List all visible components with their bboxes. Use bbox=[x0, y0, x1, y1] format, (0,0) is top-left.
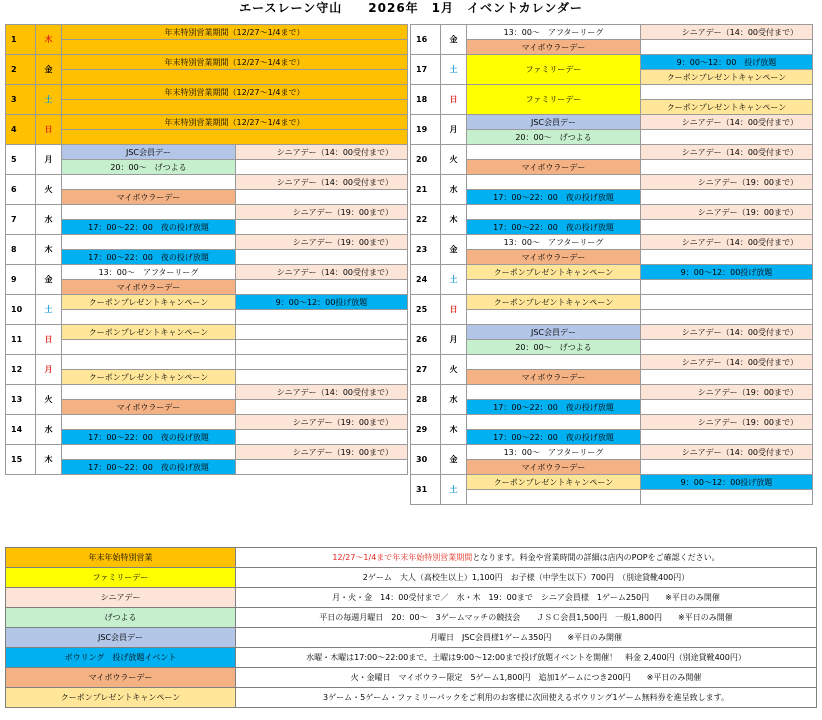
calendar-row bbox=[411, 280, 813, 295]
event-cell: 年末特別営業期間（12/27～1/4まで） bbox=[62, 85, 408, 100]
day-of-week: 月 bbox=[36, 355, 62, 385]
legend-name: JSC会員デー bbox=[6, 628, 236, 648]
empty-cell bbox=[62, 70, 408, 85]
day-of-week: 月 bbox=[441, 325, 467, 355]
day-of-week: 木 bbox=[441, 205, 467, 235]
day-of-week: 月 bbox=[441, 115, 467, 145]
empty-cell bbox=[467, 145, 641, 160]
event-cell: シニアデー（19：00まで） bbox=[641, 175, 813, 190]
empty-cell bbox=[62, 130, 408, 145]
event-cell: マイボウラーデー bbox=[62, 190, 236, 205]
day-of-week: 火 bbox=[36, 175, 62, 205]
day-number: 18 bbox=[411, 85, 441, 115]
day-of-week: 土 bbox=[441, 475, 467, 505]
calendar-row bbox=[411, 160, 813, 175]
legend-row bbox=[6, 568, 817, 588]
event-cell: シニアデー（19：00まで） bbox=[641, 385, 813, 400]
event-cell: シニアデー（14：00受付まで） bbox=[236, 145, 408, 160]
empty-cell bbox=[467, 415, 641, 430]
day-of-week: 木 bbox=[36, 235, 62, 265]
event-cell: シニアデー（19：00まで） bbox=[641, 205, 813, 220]
calendar-row bbox=[6, 310, 408, 325]
event-cell: シニアデー（19：00まで） bbox=[236, 235, 408, 250]
event-cell: 17：00～22：00 夜の投げ放題 bbox=[62, 250, 236, 265]
empty-cell bbox=[641, 340, 813, 355]
empty-cell bbox=[236, 355, 408, 370]
day-of-week: 日 bbox=[441, 85, 467, 115]
day-number: 13 bbox=[6, 385, 36, 415]
calendar-row bbox=[411, 370, 813, 385]
day-number: 7 bbox=[6, 205, 36, 235]
empty-cell bbox=[641, 430, 813, 445]
event-cell: クーポンプレゼントキャンペーン bbox=[62, 295, 236, 310]
calendar-row bbox=[411, 460, 813, 475]
empty-cell bbox=[641, 130, 813, 145]
event-cell: 13：00～ アフターリーグ bbox=[467, 235, 641, 250]
event-cell: 13：00～ アフターリーグ bbox=[467, 445, 641, 460]
calendar-row bbox=[6, 85, 408, 100]
calendar-row bbox=[6, 340, 408, 355]
page-title: エースレーン守山 2026年 1月 イベントカレンダー bbox=[239, 1, 583, 15]
day-number: 19 bbox=[411, 115, 441, 145]
empty-cell bbox=[62, 355, 236, 370]
calendar-row bbox=[6, 175, 408, 190]
legend-description: 火・金曜日 マイボウラー限定 5ゲーム1,800円 追加1ゲームにつき200円 ※平日のみ開催 bbox=[236, 668, 817, 688]
day-number: 3 bbox=[6, 85, 36, 115]
calendar-row bbox=[6, 280, 408, 295]
calendar-row bbox=[411, 235, 813, 250]
day-number: 28 bbox=[411, 385, 441, 415]
event-cell: ファミリーデー bbox=[467, 85, 641, 115]
event-cell: シニアデー（14：00受付まで） bbox=[641, 355, 813, 370]
day-number: 8 bbox=[6, 235, 36, 265]
empty-cell bbox=[641, 190, 813, 205]
day-number: 9 bbox=[6, 265, 36, 295]
day-of-week: 木 bbox=[36, 445, 62, 475]
day-of-week: 火 bbox=[441, 355, 467, 385]
day-number: 2 bbox=[6, 55, 36, 85]
event-cell: JSC会員デー bbox=[467, 115, 641, 130]
calendar-row bbox=[6, 40, 408, 55]
event-cell: 20：00～ げつよる bbox=[467, 340, 641, 355]
day-of-week: 土 bbox=[441, 55, 467, 85]
legend-row bbox=[6, 668, 817, 688]
event-cell: クーポンプレゼントキャンペーン bbox=[62, 325, 236, 340]
day-of-week: 水 bbox=[36, 415, 62, 445]
calendar-row bbox=[411, 385, 813, 400]
day-number: 21 bbox=[411, 175, 441, 205]
empty-cell bbox=[467, 280, 641, 295]
calendar-row bbox=[411, 490, 813, 505]
legend-text: となります。料金や営業時間の詳細は店内のPOPをご確認ください。 bbox=[472, 552, 720, 562]
legend-description: 3ゲーム・5ゲーム・ファミリーパックをご利用のお客様に次回使えるボウリング1ゲーム無料券を進呈致します。 bbox=[236, 688, 817, 708]
event-cell: 9：00～12：00投げ放題 bbox=[641, 265, 813, 280]
calendar-row bbox=[6, 400, 408, 415]
calendar-row bbox=[411, 355, 813, 370]
empty-cell bbox=[62, 175, 236, 190]
event-cell: 17：00～22：00 夜の投げ放題 bbox=[62, 220, 236, 235]
empty-cell bbox=[641, 40, 813, 55]
day-number: 26 bbox=[411, 325, 441, 355]
calendar-row bbox=[6, 160, 408, 175]
calendar-row bbox=[6, 460, 408, 475]
event-cell: 年末特別営業期間（12/27～1/4まで） bbox=[62, 25, 408, 40]
day-number: 22 bbox=[411, 205, 441, 235]
day-of-week: 土 bbox=[441, 265, 467, 295]
event-cell: シニアデー（14：00受付まで） bbox=[236, 385, 408, 400]
day-number: 1 bbox=[6, 25, 36, 55]
day-number: 5 bbox=[6, 145, 36, 175]
legend-description bbox=[236, 548, 817, 568]
empty-cell bbox=[62, 340, 236, 355]
day-of-week: 火 bbox=[36, 385, 62, 415]
empty-cell bbox=[236, 340, 408, 355]
calendar-row bbox=[6, 145, 408, 160]
empty-cell bbox=[62, 40, 408, 55]
legend-description: 水曜・木曜は17:00～22:00まで、土曜は9:00～12:00まで投げ放題イベントを開催！ 料金 2,400円（別途貸靴400円） bbox=[236, 648, 817, 668]
calendar-row bbox=[6, 250, 408, 265]
calendar-row bbox=[411, 430, 813, 445]
day-number: 20 bbox=[411, 145, 441, 175]
event-cell: マイボウラーデー bbox=[467, 160, 641, 175]
day-of-week: 土 bbox=[36, 85, 62, 115]
legend-description: 2ゲーム 大人（高校生以上）1,100円 お子様（中学生以下）700円 （別途貸靴400円） bbox=[236, 568, 817, 588]
calendar-row bbox=[6, 430, 408, 445]
event-cell: JSC会員デー bbox=[62, 145, 236, 160]
calendar-row bbox=[411, 325, 813, 340]
calendar-row bbox=[411, 310, 813, 325]
event-cell: 17：00～22：00 夜の投げ放題 bbox=[62, 460, 236, 475]
legend-table bbox=[5, 547, 817, 708]
event-cell: 年末特別営業期間（12/27～1/4まで） bbox=[62, 115, 408, 130]
event-cell: シニアデー（14：00受付まで） bbox=[641, 325, 813, 340]
calendar-row bbox=[411, 415, 813, 430]
day-of-week: 月 bbox=[36, 145, 62, 175]
day-of-week: 水 bbox=[36, 205, 62, 235]
event-cell: マイボウラーデー bbox=[467, 40, 641, 55]
event-cell: シニアデー（14：00受付まで） bbox=[641, 235, 813, 250]
calendar-row bbox=[411, 400, 813, 415]
event-cell: 17：00～22：00 夜の投げ放題 bbox=[467, 400, 641, 415]
event-cell: 17：00～22：00 夜の投げ放題 bbox=[467, 220, 641, 235]
empty-cell bbox=[62, 415, 236, 430]
calendar-row bbox=[6, 235, 408, 250]
calendar-row bbox=[6, 295, 408, 310]
day-number: 10 bbox=[6, 295, 36, 325]
calendar-row bbox=[411, 145, 813, 160]
event-cell: マイボウラーデー bbox=[62, 280, 236, 295]
day-of-week: 金 bbox=[36, 55, 62, 85]
event-cell: ファミリーデー bbox=[467, 55, 641, 85]
event-cell: クーポンプレゼントキャンペーン bbox=[641, 70, 813, 85]
day-number: 17 bbox=[411, 55, 441, 85]
calendar-row bbox=[411, 130, 813, 145]
empty-cell bbox=[641, 400, 813, 415]
legend-row bbox=[6, 688, 817, 708]
empty-cell bbox=[641, 490, 813, 505]
legend-name: クーポンプレゼントキャンペーン bbox=[6, 688, 236, 708]
day-number: 16 bbox=[411, 25, 441, 55]
event-cell: 年末特別営業期間（12/27～1/4まで） bbox=[62, 55, 408, 70]
calendar-row bbox=[6, 55, 408, 70]
calendar-row bbox=[6, 445, 408, 460]
legend-highlight: 12/27～1/4まで年末年始特別営業期間 bbox=[332, 552, 473, 562]
day-number: 29 bbox=[411, 415, 441, 445]
calendar-row bbox=[411, 175, 813, 190]
event-cell: シニアデー（19：00まで） bbox=[236, 445, 408, 460]
empty-cell bbox=[236, 370, 408, 385]
event-cell: 20：00～ げつよる bbox=[62, 160, 236, 175]
legend-row bbox=[6, 588, 817, 608]
empty-cell bbox=[62, 235, 236, 250]
calendar-row bbox=[6, 25, 408, 40]
calendar-row bbox=[6, 385, 408, 400]
empty-cell bbox=[62, 310, 236, 325]
event-cell: マイボウラーデー bbox=[467, 370, 641, 385]
event-cell: クーポンプレゼントキャンペーン bbox=[467, 475, 641, 490]
empty-cell bbox=[62, 205, 236, 220]
event-cell: シニアデー（14：00受付まで） bbox=[641, 145, 813, 160]
empty-cell bbox=[467, 205, 641, 220]
event-cell: シニアデー（14：00受付まで） bbox=[641, 445, 813, 460]
legend-name: 年末年始特別営業 bbox=[6, 548, 236, 568]
legend-name: ボウリング 投げ放題イベント bbox=[6, 648, 236, 668]
event-cell: シニアデー（19：00まで） bbox=[236, 205, 408, 220]
legend-row bbox=[6, 548, 817, 568]
calendar-row bbox=[6, 370, 408, 385]
event-cell: クーポンプレゼントキャンペーン bbox=[62, 370, 236, 385]
empty-cell bbox=[641, 85, 813, 100]
day-of-week: 水 bbox=[441, 385, 467, 415]
empty-cell bbox=[641, 460, 813, 475]
legend-row bbox=[6, 648, 817, 668]
day-of-week: 木 bbox=[441, 415, 467, 445]
empty-cell bbox=[641, 250, 813, 265]
event-cell: 17：00～22：00 夜の投げ放題 bbox=[62, 430, 236, 445]
event-cell: 17：00～22：00 夜の投げ放題 bbox=[467, 190, 641, 205]
event-cell: シニアデー（14：00受付まで） bbox=[236, 265, 408, 280]
calendar-row bbox=[411, 25, 813, 40]
calendar-row bbox=[6, 205, 408, 220]
calendar-row bbox=[411, 220, 813, 235]
calendar-right-table bbox=[410, 24, 813, 505]
empty-cell bbox=[236, 250, 408, 265]
event-cell: シニアデー（14：00受付まで） bbox=[641, 115, 813, 130]
calendar-row bbox=[6, 130, 408, 145]
day-of-week: 日 bbox=[36, 325, 62, 355]
empty-cell bbox=[62, 385, 236, 400]
calendar-row bbox=[411, 205, 813, 220]
empty-cell bbox=[467, 490, 641, 505]
calendar-row bbox=[411, 40, 813, 55]
calendar-row bbox=[6, 70, 408, 85]
event-cell: 13：00～ アフターリーグ bbox=[467, 25, 641, 40]
event-cell: 13：00～ アフターリーグ bbox=[62, 265, 236, 280]
calendar-row bbox=[6, 190, 408, 205]
event-cell: 20：00～ げつよる bbox=[467, 130, 641, 145]
empty-cell bbox=[62, 445, 236, 460]
event-cell: 9：00～12：00投げ放題 bbox=[236, 295, 408, 310]
day-of-week: 水 bbox=[441, 175, 467, 205]
calendar-row bbox=[411, 85, 813, 100]
day-number: 14 bbox=[6, 415, 36, 445]
legend-name: ファミリーデー bbox=[6, 568, 236, 588]
calendar-row bbox=[6, 415, 408, 430]
calendar-row bbox=[411, 250, 813, 265]
legend-name: シニアデー bbox=[6, 588, 236, 608]
calendar-row bbox=[411, 445, 813, 460]
day-of-week: 金 bbox=[441, 25, 467, 55]
empty-cell bbox=[236, 325, 408, 340]
day-number: 31 bbox=[411, 475, 441, 505]
day-of-week: 金 bbox=[441, 235, 467, 265]
legend-description: 月・火・金 14：00受付まで／ 水・木 19：00まで シニア会員様 1ゲーム250円 ※平日のみ開催 bbox=[236, 588, 817, 608]
day-of-week: 日 bbox=[441, 295, 467, 325]
calendar-row bbox=[6, 325, 408, 340]
calendar-row bbox=[411, 55, 813, 70]
calendar-row bbox=[411, 190, 813, 205]
legend-name: げつよる bbox=[6, 608, 236, 628]
empty-cell bbox=[641, 220, 813, 235]
empty-cell bbox=[467, 385, 641, 400]
legend-row bbox=[6, 608, 817, 628]
legend-name: マイボウラーデー bbox=[6, 668, 236, 688]
day-of-week: 土 bbox=[36, 295, 62, 325]
event-cell: シニアデー（19：00まで） bbox=[641, 415, 813, 430]
event-cell: マイボウラーデー bbox=[467, 250, 641, 265]
event-cell: クーポンプレゼントキャンペーン bbox=[467, 295, 641, 310]
legend-row bbox=[6, 628, 817, 648]
legend-description: 月曜日 JSC会員様1ゲーム350円 ※平日のみ開催 bbox=[236, 628, 817, 648]
day-number: 6 bbox=[6, 175, 36, 205]
empty-cell bbox=[641, 310, 813, 325]
empty-cell bbox=[236, 160, 408, 175]
day-of-week: 金 bbox=[441, 445, 467, 475]
empty-cell bbox=[236, 400, 408, 415]
calendar-row bbox=[6, 355, 408, 370]
event-cell: マイボウラーデー bbox=[467, 460, 641, 475]
empty-cell bbox=[236, 310, 408, 325]
day-number: 4 bbox=[6, 115, 36, 145]
empty-cell bbox=[467, 355, 641, 370]
event-cell: シニアデー（14：00受付まで） bbox=[641, 25, 813, 40]
empty-cell bbox=[641, 295, 813, 310]
empty-cell bbox=[236, 280, 408, 295]
day-number: 25 bbox=[411, 295, 441, 325]
event-cell: シニアデー（19：00まで） bbox=[236, 415, 408, 430]
empty-cell bbox=[467, 175, 641, 190]
calendar-row bbox=[6, 265, 408, 280]
event-cell: 9：00～12：00 投げ放題 bbox=[641, 55, 813, 70]
day-number: 30 bbox=[411, 445, 441, 475]
event-cell: JSC会員デー bbox=[467, 325, 641, 340]
event-cell: クーポンプレゼントキャンペーン bbox=[641, 100, 813, 115]
empty-cell bbox=[467, 310, 641, 325]
calendar-row bbox=[411, 475, 813, 490]
calendar-left-table bbox=[5, 24, 408, 475]
calendar-row bbox=[411, 340, 813, 355]
empty-cell bbox=[236, 190, 408, 205]
calendar-row bbox=[6, 220, 408, 235]
day-number: 24 bbox=[411, 265, 441, 295]
day-number: 23 bbox=[411, 235, 441, 265]
event-cell: シニアデー（14：00受付まで） bbox=[236, 175, 408, 190]
event-cell: 9：00～12：00投げ放題 bbox=[641, 475, 813, 490]
empty-cell bbox=[236, 460, 408, 475]
calendar-row bbox=[411, 115, 813, 130]
day-number: 27 bbox=[411, 355, 441, 385]
empty-cell bbox=[62, 100, 408, 115]
legend-description: 平日の毎週月曜日 20：00～ 3ゲームマッチの競技会 ＪＳＣ会員1,500円 一般1,800円 ※平日のみ開催 bbox=[236, 608, 817, 628]
day-of-week: 日 bbox=[36, 115, 62, 145]
calendar-row bbox=[411, 295, 813, 310]
empty-cell bbox=[236, 220, 408, 235]
day-number: 11 bbox=[6, 325, 36, 355]
calendar-row bbox=[411, 265, 813, 280]
calendar-row bbox=[6, 100, 408, 115]
day-of-week: 木 bbox=[36, 25, 62, 55]
event-cell: 17：00～22：00 夜の投げ放題 bbox=[467, 430, 641, 445]
event-cell: クーポンプレゼントキャンペーン bbox=[467, 265, 641, 280]
empty-cell bbox=[641, 370, 813, 385]
day-of-week: 金 bbox=[36, 265, 62, 295]
empty-cell bbox=[641, 280, 813, 295]
day-number: 15 bbox=[6, 445, 36, 475]
event-cell: マイボウラーデー bbox=[62, 400, 236, 415]
calendar-row bbox=[6, 115, 408, 130]
day-of-week: 火 bbox=[441, 145, 467, 175]
day-number: 12 bbox=[6, 355, 36, 385]
empty-cell bbox=[236, 430, 408, 445]
empty-cell bbox=[641, 160, 813, 175]
